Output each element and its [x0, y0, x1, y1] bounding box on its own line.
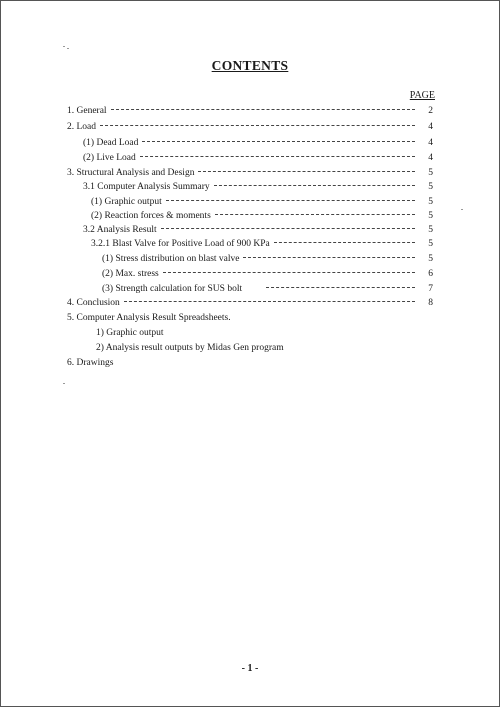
toc-entry-label: 2. Load: [67, 122, 97, 132]
toc-entry-label: 4. Conclusion: [67, 298, 120, 308]
toc-entry-label: (2) Reaction forces & moments: [91, 211, 211, 221]
toc-leader: [161, 228, 415, 229]
toc-leader: [166, 200, 415, 201]
toc-entry-page: 7: [428, 284, 433, 294]
toc-entry-page: 5: [428, 182, 433, 192]
toc-entry[interactable]: [67, 120, 433, 134]
toc-entry-label: (2) Live Load: [83, 153, 136, 163]
toc-entry-label: (2) Max. stress: [102, 269, 159, 279]
toc-entry-label: 3.1 Computer Analysis Summary: [83, 182, 210, 192]
toc-entry[interactable]: [83, 151, 433, 165]
toc-entry-label: 1. General: [67, 106, 107, 116]
toc-entry-page: 4: [428, 153, 433, 163]
toc-entry-page: 5: [428, 254, 433, 264]
scan-speck: [461, 209, 463, 210]
toc-entry[interactable]: [67, 166, 433, 180]
toc-entry[interactable]: [96, 326, 433, 340]
toc-entry-label: 3.2 Analysis Result: [83, 225, 157, 235]
toc-entry[interactable]: [102, 282, 433, 296]
toc-entry-label: (1) Graphic output: [91, 197, 162, 207]
toc-entry-page: 5: [428, 197, 433, 207]
page-column-header: PAGE: [409, 90, 435, 101]
toc-leader: [274, 242, 415, 243]
toc-entry-label: 6. Drawings: [67, 358, 114, 368]
toc-leader: [266, 287, 415, 288]
scan-speck: [63, 46, 65, 47]
scan-speck: [63, 383, 65, 384]
toc-entry[interactable]: [96, 341, 433, 355]
toc-entry[interactable]: [83, 136, 433, 150]
toc-leader: [124, 301, 415, 302]
toc-entry-label: (1) Stress distribution on blast valve: [102, 254, 240, 264]
toc-leader: [142, 141, 415, 142]
toc-leader: [100, 125, 415, 126]
toc-entry-page: 8: [428, 298, 433, 308]
toc-leader: [215, 214, 415, 215]
toc-leader: [243, 257, 415, 258]
toc-entry-label: (1) Dead Load: [83, 138, 139, 148]
toc-entry-label: 2) Analysis result outputs by Midas Gen program: [96, 343, 284, 353]
toc-entry[interactable]: [67, 104, 433, 118]
toc-leader: [140, 156, 415, 157]
toc-entry-page: 5: [428, 239, 433, 249]
toc-entry-page: 5: [428, 168, 433, 178]
toc-entry-label: 5. Computer Analysis Result Spreadsheets.: [67, 313, 231, 323]
toc-entry-page: 5: [428, 211, 433, 221]
toc-entry-page: 5: [428, 225, 433, 235]
toc-entry[interactable]: [102, 252, 433, 266]
page-title: CONTENTS: [211, 58, 289, 73]
toc-leader: [163, 272, 415, 273]
toc-entry-label: 1) Graphic output: [96, 328, 164, 338]
toc-entry-page: 4: [428, 122, 433, 132]
toc-leader: [214, 185, 415, 186]
toc-entry[interactable]: [102, 267, 433, 281]
toc-entry[interactable]: [83, 223, 433, 237]
toc-entry[interactable]: [91, 195, 433, 209]
scan-speck: [67, 48, 69, 49]
toc-entry[interactable]: [83, 180, 433, 194]
toc-entry[interactable]: [67, 311, 433, 325]
toc-entry-page: 6: [428, 269, 433, 279]
page-number-footer: - 1 -: [241, 663, 259, 674]
toc-entry[interactable]: [91, 209, 433, 223]
toc-entry-page: 4: [428, 138, 433, 148]
toc-entry-label: (3) Strength calculation for SUS bolt: [102, 284, 243, 294]
toc-entry[interactable]: [67, 356, 433, 370]
toc-leader: [198, 171, 415, 172]
toc-entry-page: 2: [428, 106, 433, 116]
toc-entry-label: 3.2.1 Blast Valve for Positive Load of 900 KPa: [91, 239, 270, 249]
toc-entry-label: 3. Structural Analysis and Design: [67, 168, 195, 178]
toc-leader: [111, 109, 415, 110]
toc-entry[interactable]: [91, 237, 433, 251]
toc-entry[interactable]: [67, 296, 433, 310]
